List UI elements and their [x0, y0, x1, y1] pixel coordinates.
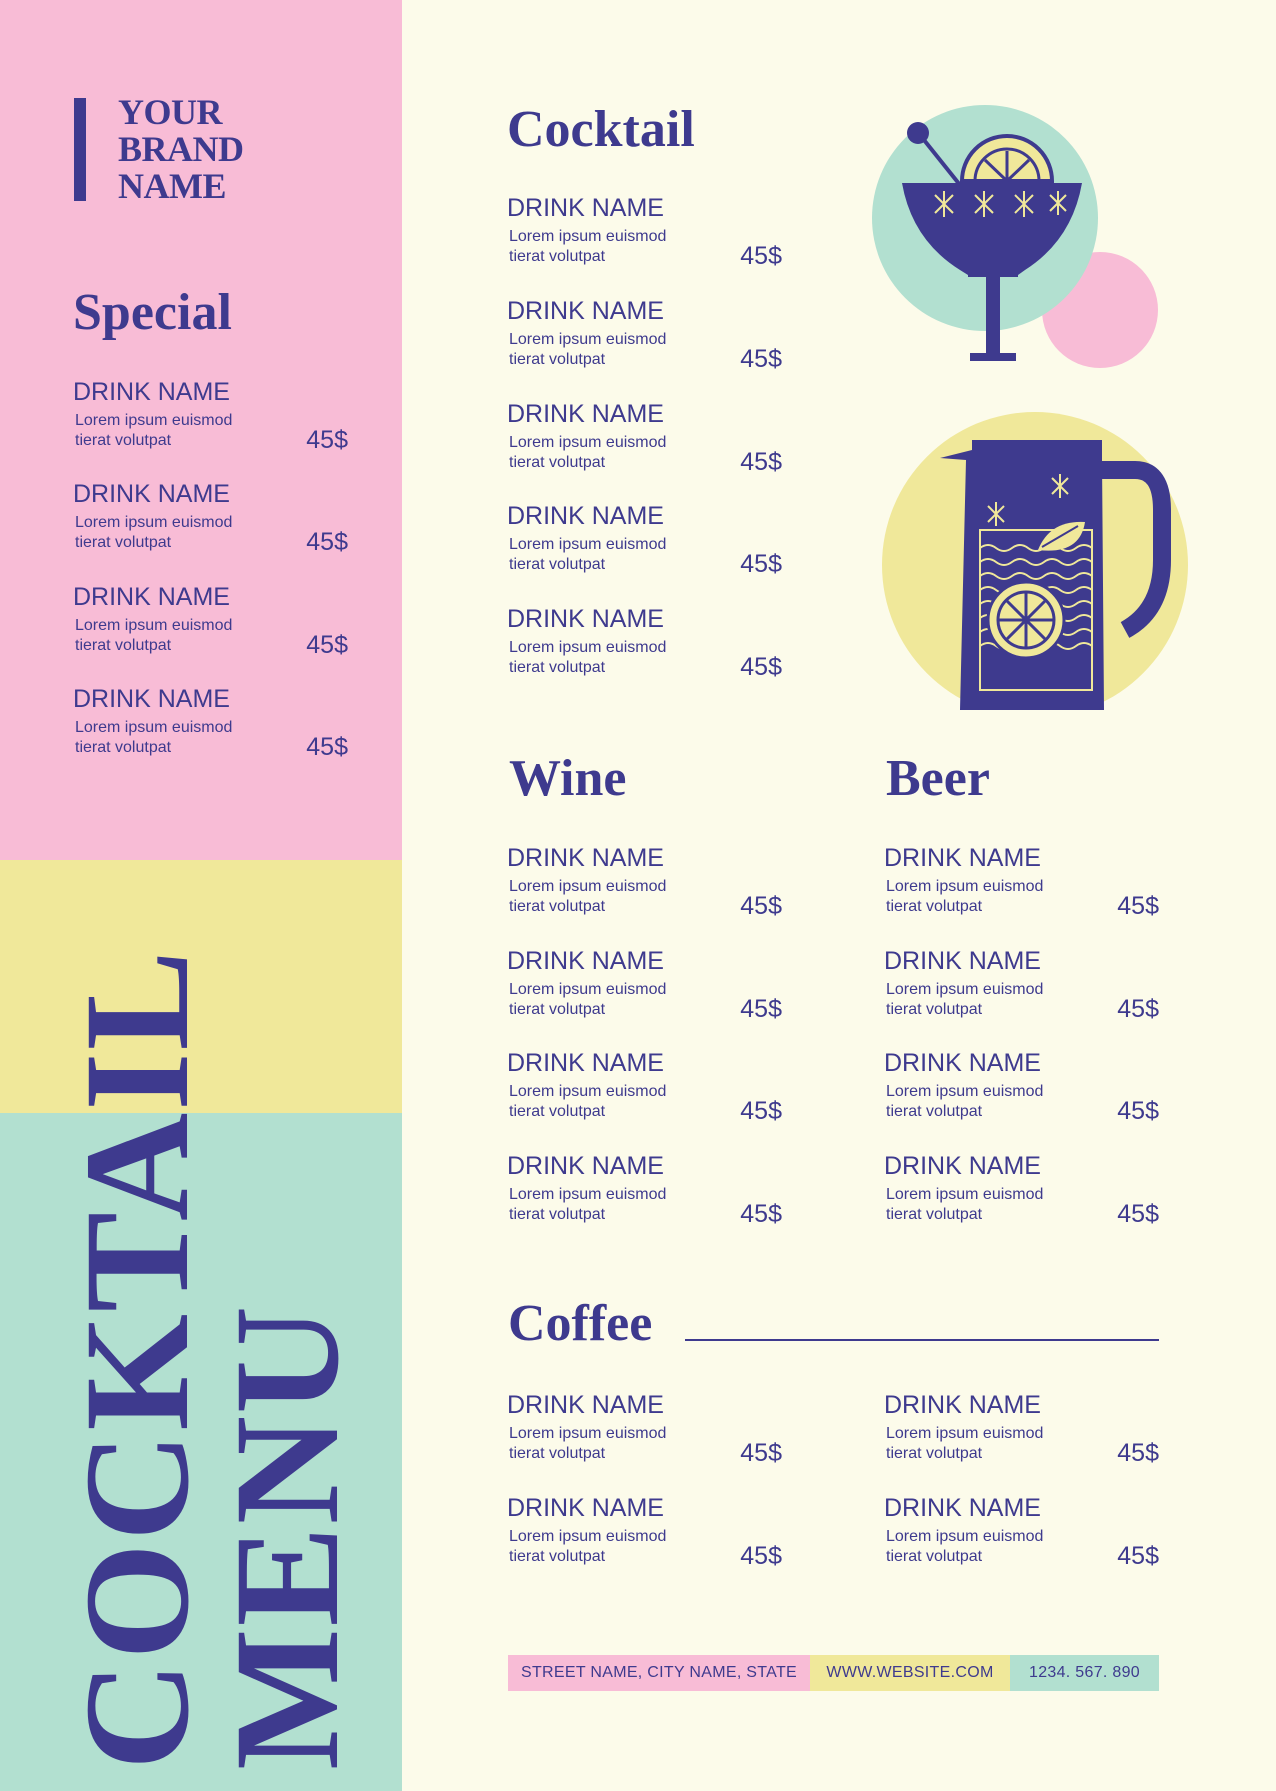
drink-price: 45$ — [306, 528, 348, 556]
drink-name: DRINK NAME — [884, 1391, 1041, 1419]
vertical-title-menu: MENU — [204, 1303, 370, 1770]
drink-name: DRINK NAME — [73, 378, 230, 406]
footer-phone[interactable]: 1234. 567. 890 — [1010, 1655, 1159, 1691]
beer-item — [884, 947, 1159, 1037]
drink-description: Lorem ipsum euismod tierat volutpat — [886, 1425, 1044, 1462]
beer-item — [884, 844, 1159, 934]
drink-price: 45$ — [1117, 1097, 1159, 1125]
drink-price: 45$ — [1117, 1200, 1159, 1228]
drink-name: DRINK NAME — [507, 1049, 664, 1077]
drink-description: Lorem ipsum euismod tierat volutpat — [509, 1528, 667, 1565]
drink-price: 45$ — [306, 631, 348, 659]
drink-name: DRINK NAME — [73, 685, 230, 713]
cocktail-glass-icon — [850, 105, 1190, 375]
drink-name: DRINK NAME — [507, 605, 664, 633]
drink-description: Lorem ipsum euismod tierat volutpat — [509, 1186, 667, 1223]
drink-description: Lorem ipsum euismod tierat volutpat — [886, 981, 1044, 1018]
drink-price: 45$ — [740, 345, 782, 373]
drink-description: Lorem ipsum euismod tierat volutpat — [509, 878, 667, 915]
footer-address: STREET NAME, CITY NAME, STATE — [508, 1655, 810, 1691]
drink-price: 45$ — [740, 1542, 782, 1570]
special-item — [73, 685, 348, 775]
cocktail-item — [507, 502, 782, 592]
drink-description: Lorem ipsum euismod tierat volutpat — [886, 1528, 1044, 1565]
drink-description: Lorem ipsum euismod tierat volutpat — [509, 639, 667, 676]
drink-name: DRINK NAME — [507, 1391, 664, 1419]
drink-name: DRINK NAME — [507, 297, 664, 325]
drink-description: Lorem ipsum euismod tierat volutpat — [886, 1186, 1044, 1223]
brand-line: BRAND — [118, 129, 244, 169]
beer-item — [884, 1049, 1159, 1139]
drink-price: 45$ — [306, 733, 348, 761]
drink-name: DRINK NAME — [507, 1152, 664, 1180]
cocktail-item — [507, 194, 782, 284]
drink-name: DRINK NAME — [507, 844, 664, 872]
drink-description: Lorem ipsum euismod tierat volutpat — [75, 514, 233, 551]
drink-price: 45$ — [306, 426, 348, 454]
wine-item — [507, 844, 782, 934]
brand-name — [118, 94, 358, 205]
drink-description: Lorem ipsum euismod tierat volutpat — [75, 412, 233, 449]
drink-price: 45$ — [740, 892, 782, 920]
coffee-item — [507, 1494, 782, 1584]
wine-item — [507, 1152, 782, 1242]
cocktail-item — [507, 400, 782, 490]
coffee-heading: Coffee — [508, 1295, 653, 1352]
special-item — [73, 480, 348, 570]
drink-name: DRINK NAME — [507, 502, 664, 530]
pitcher-icon — [880, 410, 1200, 710]
drink-description: Lorem ipsum euismod tierat volutpat — [509, 228, 667, 265]
drink-price: 45$ — [740, 653, 782, 681]
drink-description: Lorem ipsum euismod tierat volutpat — [509, 536, 667, 573]
drink-description: Lorem ipsum euismod tierat volutpat — [75, 719, 233, 756]
coffee-divider — [685, 1339, 1159, 1341]
drink-price: 45$ — [740, 1097, 782, 1125]
drink-description: Lorem ipsum euismod tierat volutpat — [509, 331, 667, 368]
cocktail-heading: Cocktail — [507, 101, 695, 158]
cocktail-item — [507, 297, 782, 387]
drink-description: Lorem ipsum euismod tierat volutpat — [509, 981, 667, 1018]
beer-heading: Beer — [886, 750, 990, 807]
drink-description: Lorem ipsum euismod tierat volutpat — [886, 1083, 1044, 1120]
drink-price: 45$ — [740, 995, 782, 1023]
wine-heading: Wine — [509, 750, 627, 807]
drink-name: DRINK NAME — [507, 400, 664, 428]
drink-price: 45$ — [1117, 1542, 1159, 1570]
drink-price: 45$ — [1117, 1439, 1159, 1467]
drink-name: DRINK NAME — [884, 844, 1041, 872]
drink-name: DRINK NAME — [73, 583, 230, 611]
special-heading: Special — [73, 284, 232, 341]
wine-item — [507, 947, 782, 1037]
vertical-title-cocktail: COCKTAIL — [54, 948, 220, 1770]
drink-name: DRINK NAME — [884, 947, 1041, 975]
drink-price: 45$ — [740, 1439, 782, 1467]
beer-item — [884, 1152, 1159, 1242]
drink-price: 45$ — [1117, 995, 1159, 1023]
coffee-item — [884, 1391, 1159, 1481]
drink-price: 45$ — [740, 242, 782, 270]
drink-name: DRINK NAME — [507, 1494, 664, 1522]
drink-name: DRINK NAME — [507, 947, 664, 975]
drink-name: DRINK NAME — [884, 1494, 1041, 1522]
drink-price: 45$ — [740, 448, 782, 476]
drink-name: DRINK NAME — [73, 480, 230, 508]
wine-item — [507, 1049, 782, 1139]
brand-line: YOUR — [118, 92, 222, 132]
cocktail-item — [507, 605, 782, 695]
drink-price: 45$ — [740, 1200, 782, 1228]
drink-price: 45$ — [740, 550, 782, 578]
drink-description: Lorem ipsum euismod tierat volutpat — [509, 1083, 667, 1120]
drink-name: DRINK NAME — [507, 194, 664, 222]
brand-line: NAME — [118, 166, 226, 206]
coffee-item — [884, 1494, 1159, 1584]
drink-description: Lorem ipsum euismod tierat volutpat — [75, 617, 233, 654]
special-item — [73, 583, 348, 673]
drink-name: DRINK NAME — [884, 1049, 1041, 1077]
special-item — [73, 378, 348, 468]
drink-price: 45$ — [1117, 892, 1159, 920]
drink-description: Lorem ipsum euismod tierat volutpat — [509, 1425, 667, 1462]
drink-name: DRINK NAME — [884, 1152, 1041, 1180]
brand-bar — [74, 98, 86, 201]
drink-description: Lorem ipsum euismod tierat volutpat — [886, 878, 1044, 915]
drink-description: Lorem ipsum euismod tierat volutpat — [509, 434, 667, 471]
coffee-item — [507, 1391, 782, 1481]
footer-website[interactable]: WWW.WEBSITE.COM — [810, 1655, 1010, 1691]
